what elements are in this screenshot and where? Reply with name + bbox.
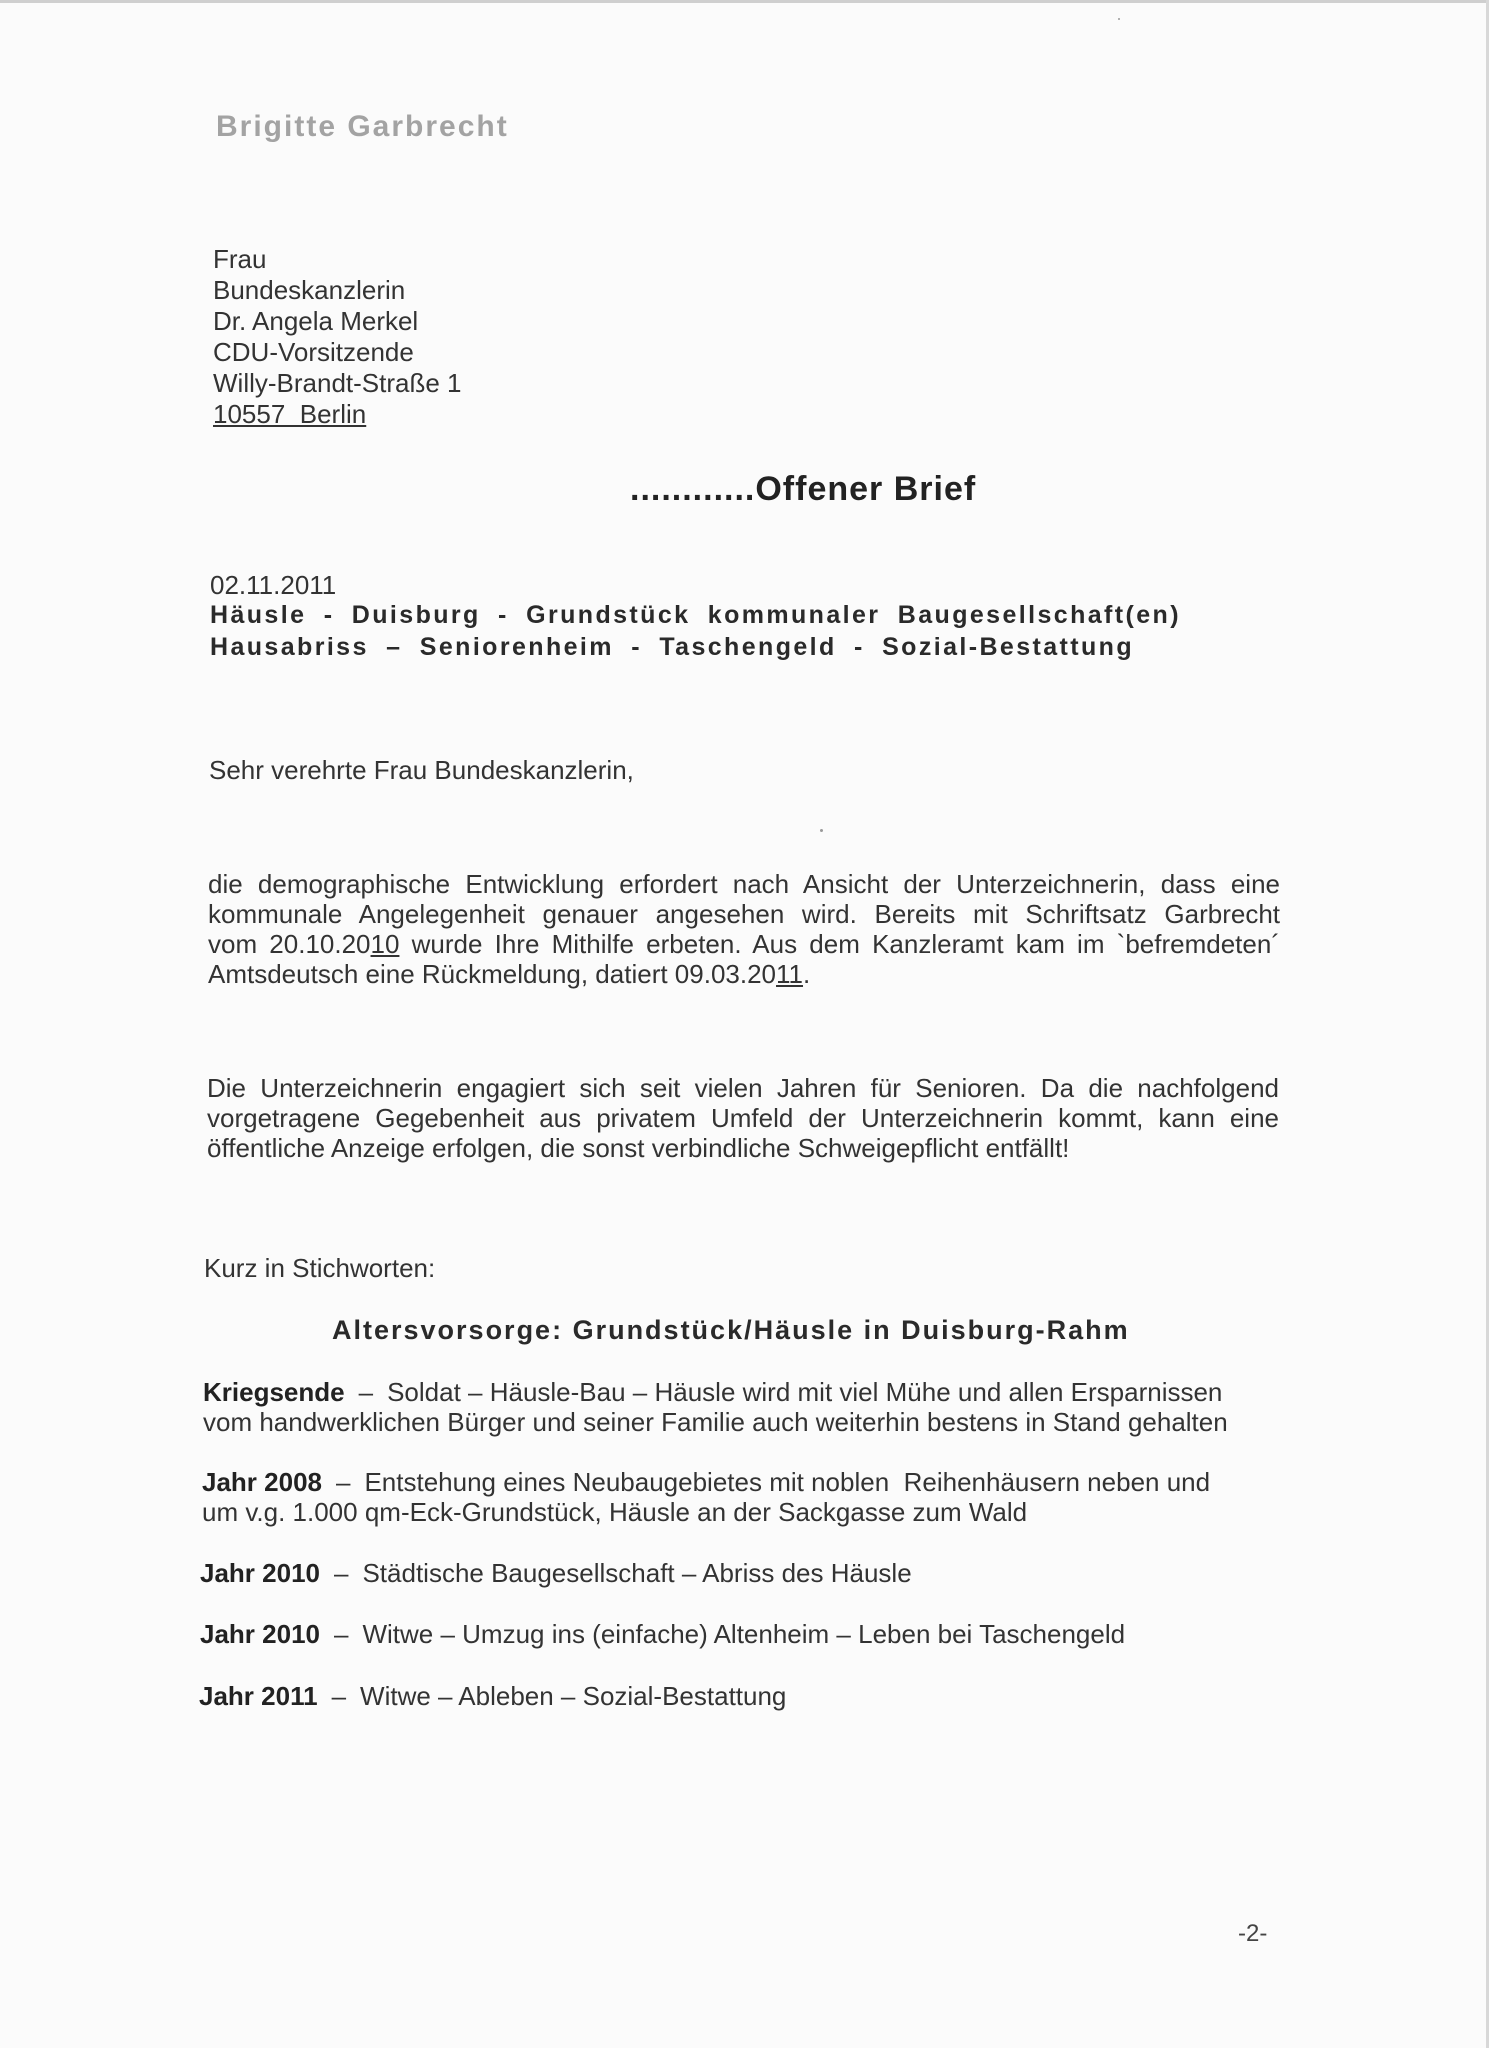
paragraph-line: [208, 959, 1280, 989]
recipient-city-line: 10557 Berlin: [213, 399, 367, 429]
page-number: -2-: [1238, 1920, 1268, 1947]
recipient-line: Dr. Angela Merkel: [213, 306, 419, 336]
timeline-item-line: vom handwerklichen Bürger und seiner Familie auch weiterhin bestens in Stand gehalten: [203, 1407, 1228, 1437]
text-run: .: [803, 959, 811, 989]
subject-line-2: Hausabriss – Seniorenheim - Taschengeld - Sozial-Bestattung: [210, 633, 1135, 661]
underlined-year-digits: 10: [370, 929, 400, 959]
timeline-item-text: Witwe – Umzug ins (einfache) Altenheim – Leben bei Taschengeld: [362, 1619, 1126, 1649]
timeline-item: [202, 1467, 1210, 1527]
section-heading: Altersvorsorge: Grundstück/Häusle in Duisburg-Rahm: [332, 1315, 1130, 1345]
paragraph-line: Die Unterzeichnerin engagiert sich seit vielen Jahren für Senioren. Da die nachfolgend: [207, 1073, 1279, 1103]
timeline-item-text: Entstehung eines Neubaugebietes mit noblen Reihenhäusern neben und: [364, 1467, 1211, 1497]
timeline-item: [203, 1377, 1228, 1437]
paragraph-2: [207, 1073, 1279, 1163]
scan-speck: [1118, 18, 1120, 20]
timeline-item-line: [202, 1467, 1210, 1497]
timeline-item: [199, 1681, 786, 1711]
timeline-dash: –: [335, 1467, 351, 1497]
recipient-address: [213, 244, 462, 430]
timeline-item-line: um v.g. 1.000 qm-Eck-Grundstück, Häusle an der Sackgasse zum Wald: [202, 1497, 1028, 1527]
recipient-line: Frau: [213, 244, 267, 274]
paragraph-line: vorgetragene Gegebenheit aus privatem Umfeld der Unterzeichnerin kommt, kann eine: [207, 1103, 1279, 1133]
timeline-item-text: Städtische Baugesellschaft – Abriss des Häusle: [362, 1558, 912, 1588]
timeline-dash: –: [358, 1377, 374, 1407]
timeline-item-label: Jahr 2011: [199, 1681, 318, 1711]
text-run: Amtsdeutsch eine Rückmeldung, datiert 09.03.20: [208, 959, 777, 989]
subject-line-1: Häusle - Duisburg - Grundstück kommunaler Baugesellschaft(en): [210, 601, 1181, 629]
timeline-dash: –: [331, 1681, 347, 1711]
keywords-intro: Kurz in Stichworten:: [204, 1253, 436, 1283]
sender-letterhead: Brigitte Garbrecht: [216, 110, 509, 143]
timeline-item-text: Witwe – Ableben – Sozial-Bestattung: [360, 1681, 787, 1711]
timeline-item-line: [200, 1619, 1125, 1649]
paragraph-line: kommunale Angelegenheit genauer angesehen wird. Bereits mit Schriftsatz Garbrecht: [208, 899, 1280, 929]
timeline-item-label: Jahr 2010: [200, 1558, 320, 1588]
timeline-item-label: Jahr 2008: [202, 1467, 322, 1497]
scan-speck: [820, 829, 823, 832]
timeline-dash: –: [333, 1558, 349, 1588]
timeline-item: [200, 1619, 1125, 1649]
paragraph-line: öffentliche Anzeige erfolgen, die sonst verbindliche Schweigepflicht entfällt!: [207, 1133, 1070, 1163]
timeline-item: [200, 1558, 912, 1588]
text-run: wurde Ihre Mithilfe erbeten. Aus dem Kanzleramt kam im `befremdeten´: [399, 929, 1280, 959]
timeline-dash: –: [333, 1619, 349, 1649]
timeline-item-label: Kriegsende: [203, 1377, 345, 1407]
letter-title: ............Offener Brief: [630, 470, 977, 508]
text-run: vom 20.10.20: [208, 929, 371, 959]
timeline-item-text: Soldat – Häusle-Bau – Häusle wird mit viel Mühe und allen Ersparnissen: [387, 1377, 1223, 1407]
timeline-item-label: Jahr 2010: [200, 1619, 320, 1649]
recipient-line: Willy-Brandt-Straße 1: [213, 368, 462, 398]
scan-edge-top: [0, 0, 1489, 3]
paragraph-line: die demographische Entwicklung erfordert nach Ansicht der Unterzeichnerin, dass eine: [208, 869, 1280, 899]
underlined-year-digits: 11: [776, 959, 804, 989]
salutation: Sehr verehrte Frau Bundeskanzlerin,: [209, 755, 634, 785]
recipient-line: Bundeskanzlerin: [213, 275, 406, 305]
paragraph-line: [208, 929, 1280, 959]
paragraph-1: [208, 869, 1280, 989]
letter-date: 02.11.2011: [210, 570, 337, 600]
recipient-line: CDU-Vorsitzende: [213, 337, 414, 367]
timeline-item-line: [203, 1377, 1228, 1407]
timeline-item-line: [199, 1681, 786, 1711]
timeline-item-line: [200, 1558, 912, 1588]
